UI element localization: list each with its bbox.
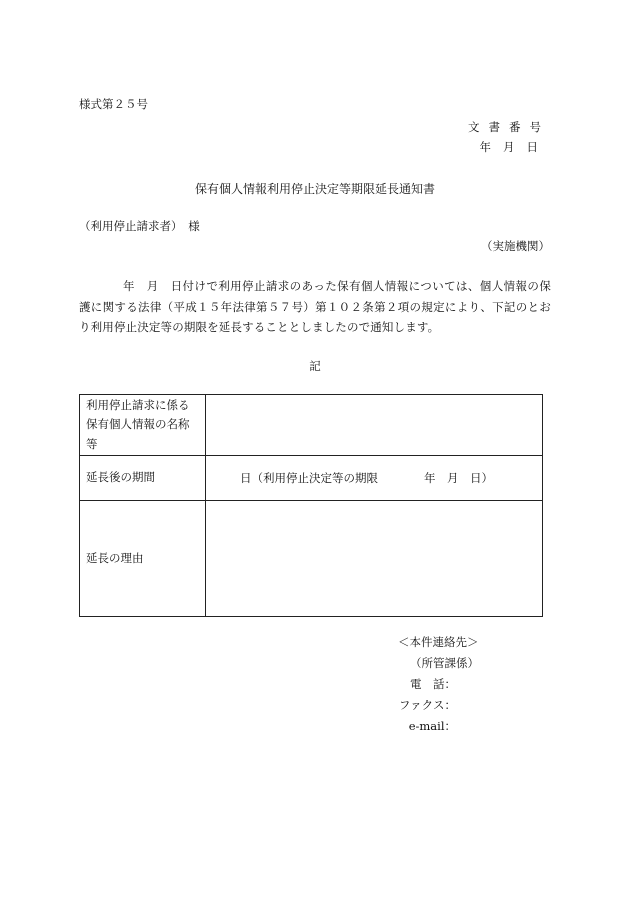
extension-reason-value (206, 501, 543, 617)
addressee: （利用停止請求者） 様 (79, 219, 200, 233)
table-row (80, 395, 543, 456)
extended-period-label: 延長後の期間 (80, 456, 206, 501)
notice-body-text: 年 月 日付けで利用停止請求のあった保有個人情報については、個人情報の保護に関する法律（平成１５年法律第５７号）第１０２条第２項の規定により、下記のとおり利用停止決定等の期限を延長することとしましたので通知します。 (79, 279, 551, 334)
document-number-label: 文書番号 (468, 120, 550, 134)
table-row (80, 501, 543, 617)
ki-marker: 記 (309, 359, 321, 373)
contact-block (398, 632, 479, 737)
document-title: 保有個人情報利用停止決定等期限延長通知書 (194, 182, 435, 196)
extended-period-value: 日（利用停止決定等の期限 年 月 日） (206, 456, 543, 501)
table-row (80, 456, 543, 501)
extension-reason-label: 延長の理由 (80, 501, 206, 617)
issuing-agency: （実施機関） (481, 239, 550, 253)
contact-heading: ＜本件連絡先＞ (398, 635, 479, 649)
document-date-label: 年月日 (479, 140, 550, 154)
details-table (79, 394, 543, 617)
personal-info-name-value (206, 395, 543, 456)
fax-label: ファクス： (398, 698, 456, 712)
phone-label: 電 話： (410, 677, 456, 691)
personal-info-name-label: 利用停止請求に係る保有個人情報の名称等 (80, 395, 206, 456)
contact-department: （所管課係） (410, 656, 479, 670)
form-number: 様式第２５号 (79, 97, 148, 111)
email-label: e-mail： (408, 719, 456, 733)
